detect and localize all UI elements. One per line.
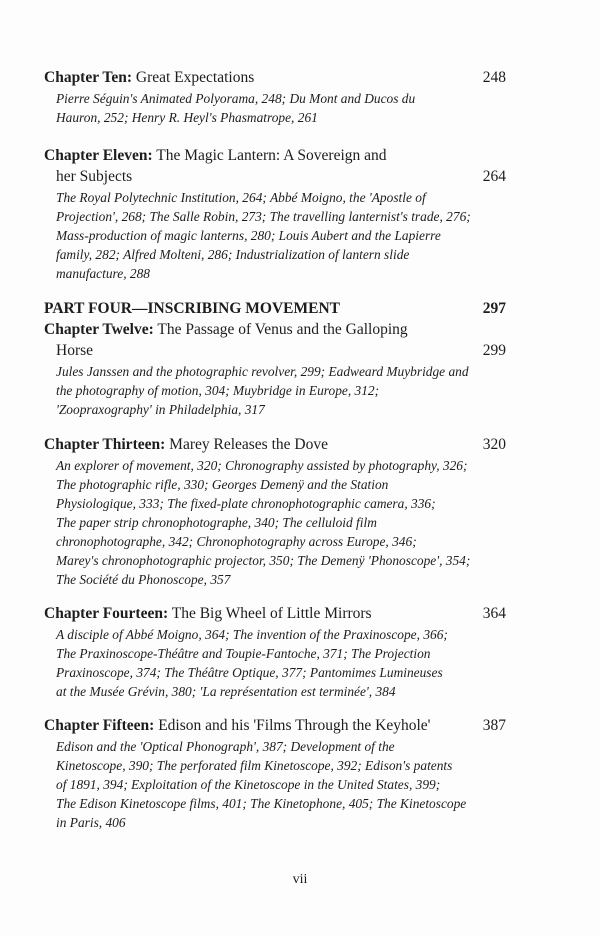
subtopic-line: The Société du Phonoscope, 357 <box>56 572 231 587</box>
subtopic-line: in Paris, 406 <box>56 815 126 830</box>
part-heading <box>44 298 506 319</box>
chapter-heading <box>44 67 506 88</box>
page-number: 387 <box>482 717 506 734</box>
chapter-entry <box>44 603 506 701</box>
subtopic-line: The Royal Polytechnic Institution, 264; Abbé Moigno, the 'Apostle of <box>56 190 426 205</box>
chapter-title: Great Expectations <box>132 69 255 86</box>
chapter-title: The Magic Lantern: A Sovereign and <box>152 147 387 164</box>
subtopic-line: chronophotographe, 342; Chronophotography across Europe, 346; <box>56 534 417 549</box>
chapter-entry <box>44 434 506 589</box>
chapter-number: Chapter Fifteen: <box>44 717 155 734</box>
subtopic-line: The Edison Kinetoscope films, 401; The Kinetophone, 405; The Kinetoscope <box>56 796 467 811</box>
chapter-subtopics <box>44 737 506 832</box>
page-number: 264 <box>482 168 506 185</box>
part-title: PART FOUR—INSCRIBING MOVEMENT <box>44 300 340 317</box>
chapter-heading <box>44 715 506 736</box>
subtopic-line: of 1891, 394; Exploitation of the Kinetoscope in the United States, 399; <box>56 777 441 792</box>
chapter-number: Chapter Twelve: <box>44 321 154 338</box>
chapter-entry <box>44 319 506 419</box>
chapter-heading <box>44 145 506 187</box>
subtopic-line: the photography of motion, 304; Muybridge in Europe, 312; <box>56 383 380 398</box>
chapter-title: Edison and his 'Films Through the Keyhole' <box>154 717 431 734</box>
subtopic-line: Marey's chronophotographic projector, 350; The Demenÿ 'Phonoscope', 354; <box>56 553 471 568</box>
page-folio: vii <box>292 872 308 887</box>
chapter-title-continued: her Subjects <box>56 168 133 185</box>
page-number: 364 <box>482 605 506 622</box>
chapter-subtopics <box>44 625 506 701</box>
subtopic-line: An explorer of movement, 320; Chronography assisted by photography, 326; <box>56 458 468 473</box>
chapter-entry <box>44 67 506 127</box>
subtopic-line: Praxinoscope, 374; The Théâtre Optique, 377; Pantomimes Lumineuses <box>56 665 443 680</box>
page-number: 320 <box>482 436 506 453</box>
subtopic-line: Projection', 268; The Salle Robin, 273; The travelling lanternist's trade, 276; <box>56 209 471 224</box>
chapter-number: Chapter Ten: <box>44 69 132 86</box>
chapter-heading <box>44 434 506 455</box>
chapter-entry <box>44 145 506 283</box>
subtopic-line: The paper strip chronophotographe, 340; The celluloid film <box>56 515 377 530</box>
subtopic-line: family, 282; Alfred Molteni, 286; Industrialization of lantern slide <box>56 247 410 262</box>
page-number: 297 <box>482 300 506 317</box>
chapter-heading <box>44 603 506 624</box>
chapter-subtopics <box>44 89 506 127</box>
chapter-title: The Passage of Venus and the Galloping <box>153 321 408 338</box>
chapter-subtopics <box>44 188 506 283</box>
chapter-subtopics <box>44 362 506 419</box>
subtopic-line: Mass-production of magic lanterns, 280; Louis Aubert and the Lapierre <box>56 228 441 243</box>
subtopic-line: The photographic rifle, 330; Georges Demenÿ and the Station <box>56 477 389 492</box>
chapter-title-continued: Horse <box>56 342 94 359</box>
subtopic-line: A disciple of Abbé Moigno, 364; The invention of the Praxinoscope, 366; <box>56 627 448 642</box>
subtopic-line: at the Musée Grévin, 380; 'La représentation est terminée', 384 <box>56 684 396 699</box>
subtopic-line: The Praxinoscope-Théâtre and Toupie-Fantoche, 371; The Projection <box>56 646 431 661</box>
subtopic-line: Physiologique, 333; The fixed-plate chronophotographic camera, 336; <box>56 496 436 511</box>
subtopic-line: Pierre Séguin's Animated Polyorama, 248; Du Mont and Ducos du <box>56 91 416 106</box>
subtopic-line: Kinetoscope, 390; The perforated film Kinetoscope, 392; Edison's patents <box>56 758 453 773</box>
chapter-title: The Big Wheel of Little Mirrors <box>168 605 372 622</box>
chapter-number: Chapter Fourteen: <box>44 605 169 622</box>
chapter-entry <box>44 715 506 832</box>
chapter-subtopics <box>44 456 506 589</box>
chapter-number: Chapter Thirteen: <box>44 436 166 453</box>
page-number: 248 <box>482 69 506 86</box>
subtopic-line: Hauron, 252; Henry R. Heyl's Phasmatrope, 261 <box>56 110 318 125</box>
chapter-title: Marey Releases the Dove <box>165 436 328 453</box>
subtopic-line: manufacture, 288 <box>56 266 150 281</box>
page-number: 299 <box>482 342 506 359</box>
subtopic-line: Edison and the 'Optical Phonograph', 387; Development of the <box>56 739 395 754</box>
chapter-heading <box>44 319 506 361</box>
subtopic-line: 'Zoopraxography' in Philadelphia, 317 <box>56 402 265 417</box>
chapter-number: Chapter Eleven: <box>44 147 153 164</box>
subtopic-line: Jules Janssen and the photographic revolver, 299; Eadweard Muybridge and <box>56 364 469 379</box>
